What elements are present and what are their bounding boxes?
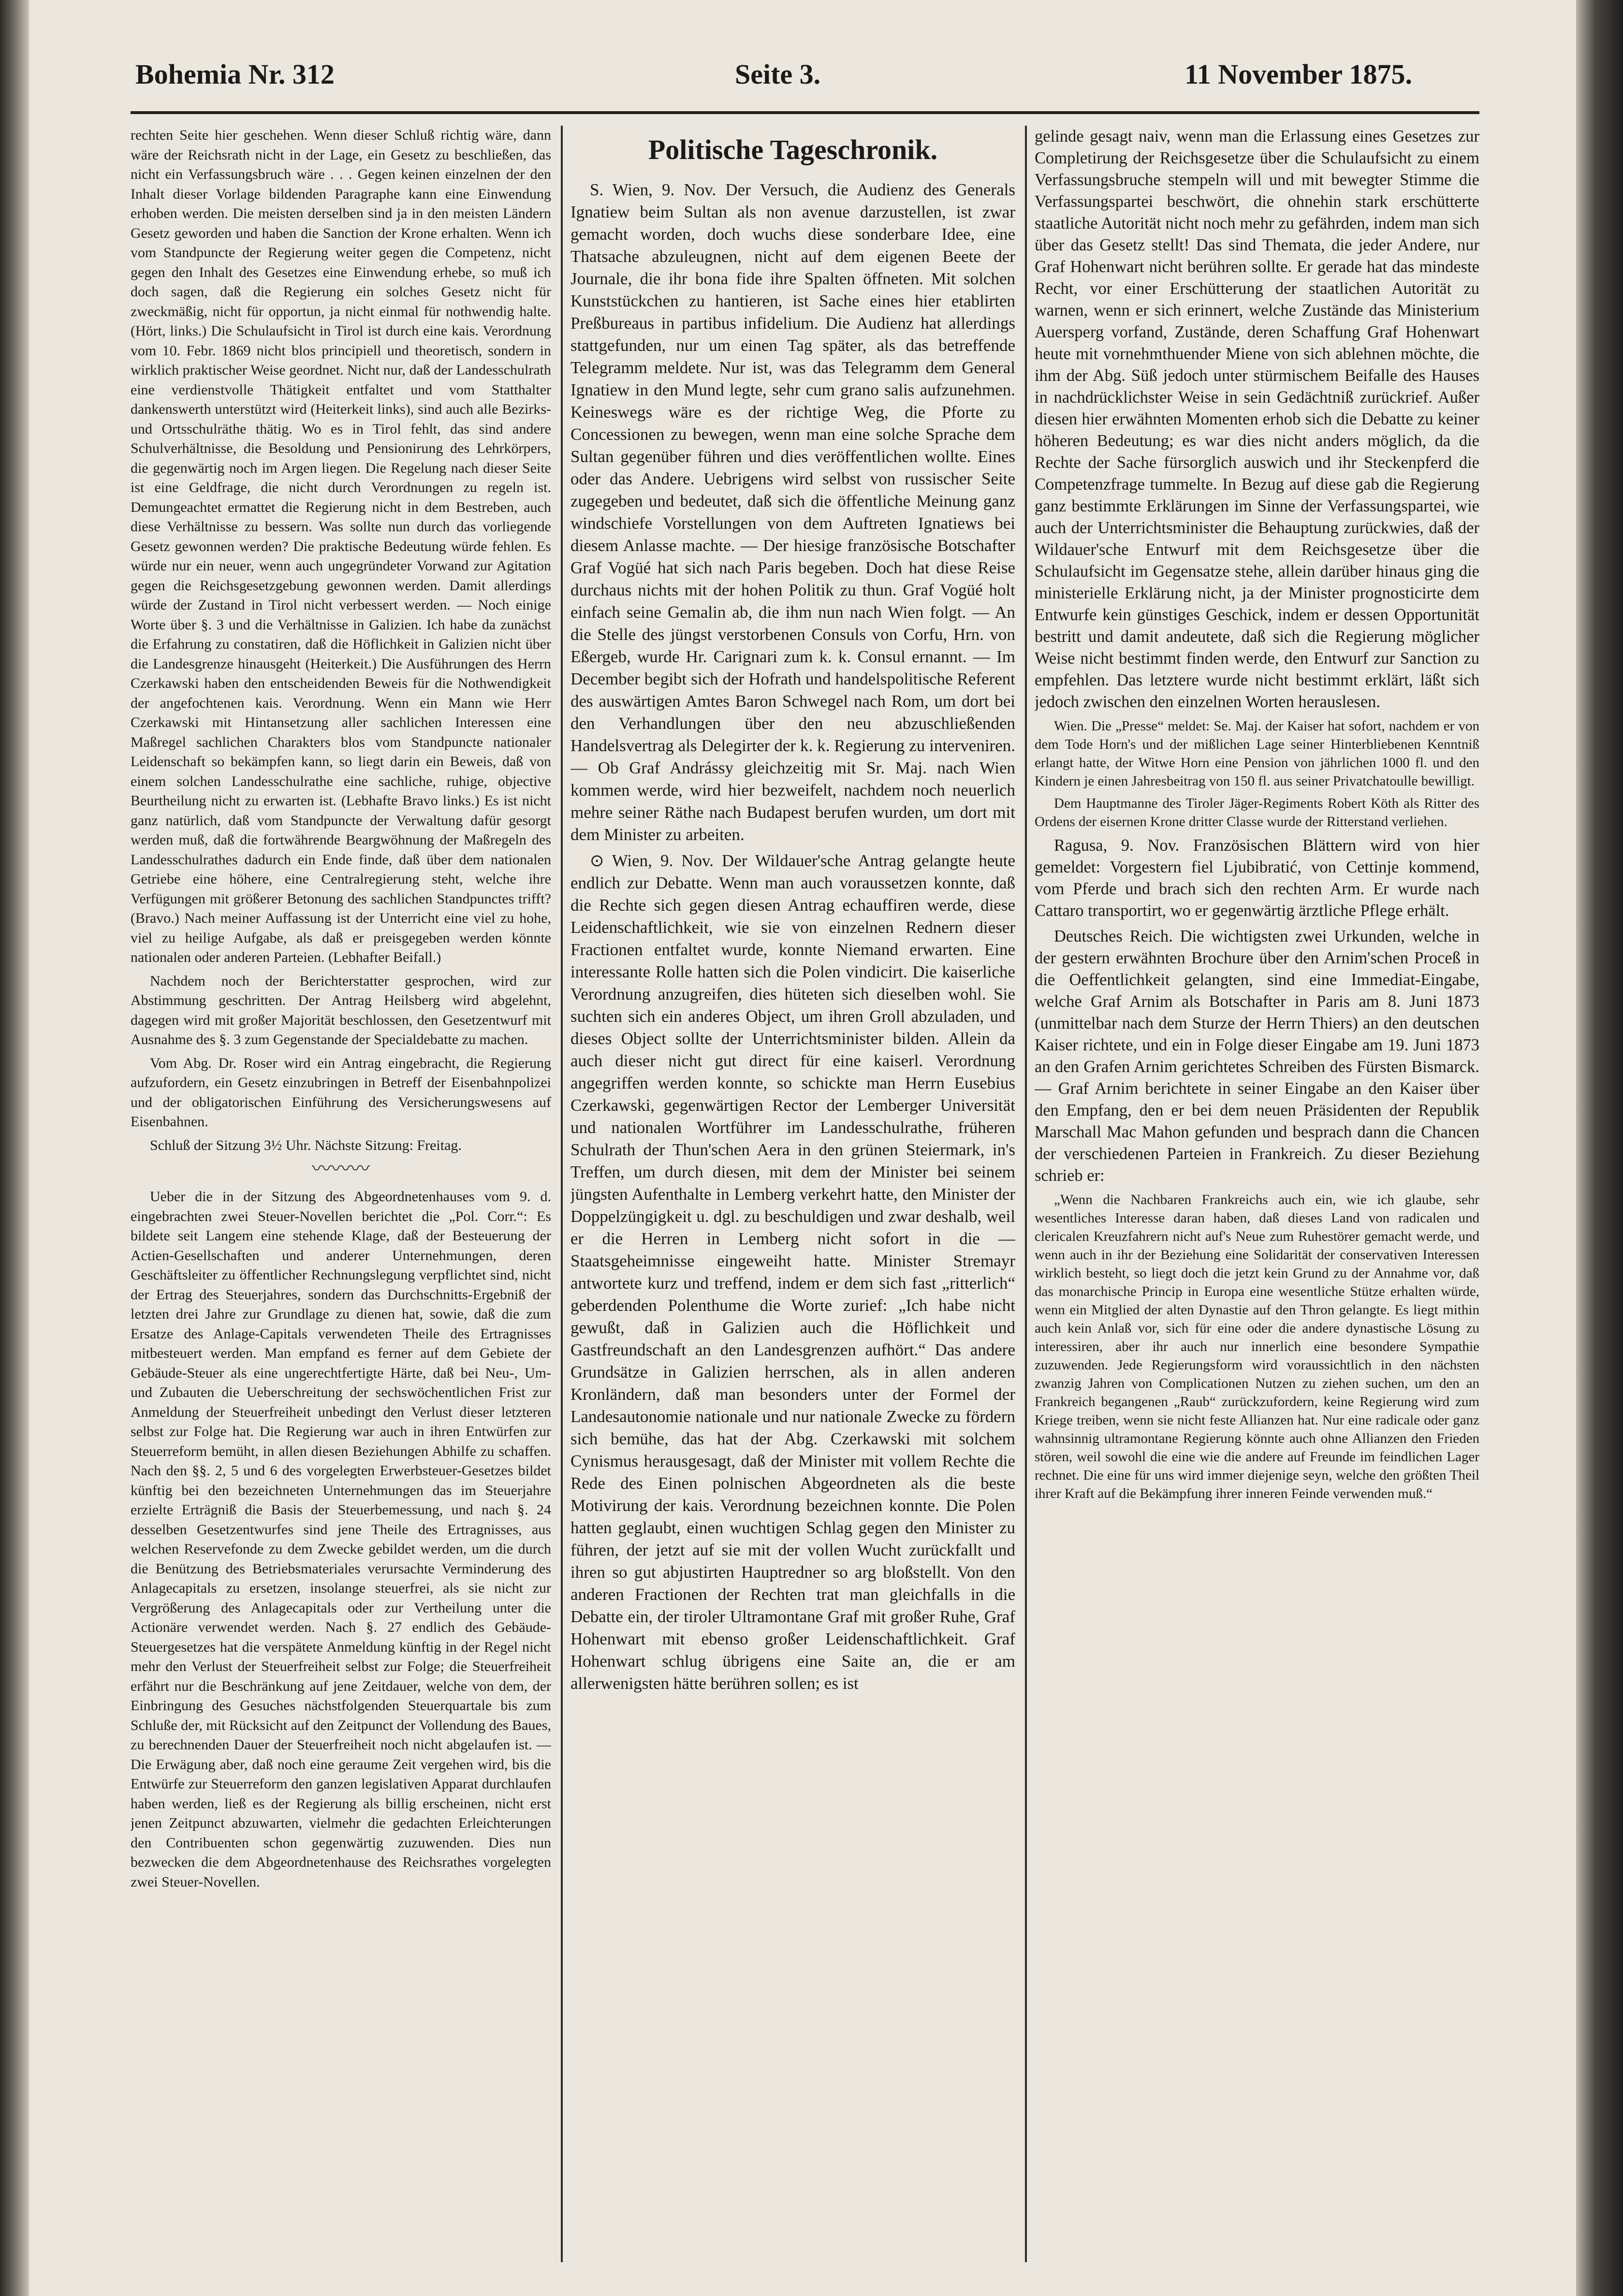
col3-paragraph: Dem Hauptmanne des Tiroler Jäger-Regiments Robert Köth als Ritter des Ordens der eisernen Krone dritter Classe wurde der Ritterstand verliehen.: [1035, 796, 1479, 829]
column-1: [131, 126, 551, 2262]
column-rule: [1025, 126, 1027, 2262]
page-header: [29, 58, 1576, 102]
col1-paragraph: Vom Abg. Dr. Roser wird ein Antrag eingebracht, die Regierung aufzufordern, ein Gesetz einzubringen in Betreff der Eisenbahnpolizei und der obligatorischen Einführung des Versicherungswesens auf Eisenbahnen.: [131, 1055, 551, 1130]
col3-paragraph: Deutsches Reich. Die wichtigsten zwei Urkunden, welche in der gestern erwähnten Brochure über den Arnim'schen Proceß in die Oeffentlichkeit gelangten, sind eine Immediat-Eingabe, welche Graf Arnim als Botschafter in Paris am 8. Juni 1873 (unmittelbar nach dem Sturze der Herrn Thiers) an den deutschen Kaiser richtete, und ein in Folge dieser Eingabe am 19. Juni 1873 an den Grafen Arnim gerichtetes Schreiben des Fürsten Bismarck. — Graf Arnim berichtete in seiner Eingabe an den Kaiser über den Empfang, den er bei dem neuen Präsidenten der Republik Marschall Mac Mahon gefunden und besprach dann die Chancen der verschiedenen Parteien in Frankreich. Zu dieser Beziehung schrieb er:: [1035, 927, 1479, 1185]
column-3: [1035, 126, 1479, 2262]
header-page-number: Seite 3.: [735, 58, 821, 90]
newspaper-page: [29, 0, 1576, 2296]
header-rule: [131, 111, 1479, 114]
col1-paragraph: Ueber die in der Sitzung des Abgeordnetenhauses vom 9. d. eingebrachten zwei Steuer-Novellen berichtet die „Pol. Corr.“: Es bildete seit Langem eine stehende Klage, daß der Besteuerung der Actien-Gesellschaften und anderer Unternehmungen, deren Geschäftsleiter zu öffentlicher Rechnungslegung verpflichtet sind, nicht der Ertrag des Steuerjahres, sondern das Durchschnitts-Ergebniß der letzten drei Jahre zur Grundlage zu dienen hat, sowie, daß die zum Ersatze des Anlage-Capitals verwendeten Theile des Ertragnisses mitbesteuert werden. Man empfand es ferner auf dem Gebiete der Gebäude-Steuer als eine ungerechtfertigte Härte, daß bei Neu-, Um- und Zubauten die Ueberschreitung der sechswöchentlichen Frist zur Anmeldung der Steuerfreiheit unbedingt den Verlust dieser letzteren selbst zur Folge hat. Die Regierung war auch in ihren Entwürfen zur Steuerreform bemüht, in allen diesen Beziehungen Abhilfe zu schaffen. Nach den §§. 2, 5 und 6 des vorgelegten Erwerbsteuer-Gesetzes bildet künftig bei den bezeichneten Unternehmungen das im Steuerjahre erzielte Erträgniß die Basis der Steuerbemessung, und nach §. 24 desselben Gesetzentwurfes sind jene Theile des Ertragnisses, aus welchen Reservefonde zu dem Zwecke gebildet werden, um die durch die Benützung des Betriebsmateriales verursachte Verminderung des Anlagecapitals zu ersetzen, insolange steuerfrei, als sie nicht zur Vergrößerung des Anlagecapitals oder zur Vertheilung unter die Actionäre verwendet werden. Nach §. 27 endlich des Gebäude-Steuergesetzes hat die verspätete Anmeldung künftig in der Regel nicht mehr den Verlust der Steuerfreiheit selbst zur Folge; die Steuerfreiheit erfährt nur die Beschränkung auf jene Zeitdauer, welche von dem, der Einbringung des Gesuches nächstfolgenden Steuerquartale bis zum Schluße der, mit Rücksicht auf den Zeitpunct der Vollendung des Baues, zu berechnenden Dauer der Steuerfreiheit noch nicht abgelaufen ist. — Die Erwägung aber, daß noch eine geraume Zeit vergehen wird, bis die Entwürfe zur Steuerreform den ganzen legislativen Apparat durchlaufen haben werden, ließ es der Regierung als billig erscheinen, nicht erst jenen Zeitpunct abzuwarten, vielmehr die gedachten Erleichterungen den Contribuenten schon gegenwärtig zuzuwenden. Dies nun bezwecken die dem Abgeordnetenhause des Reichsrathes vorgelegten zwei Steuer-Novellen.: [131, 1189, 551, 1890]
page-edge-shadow: [1576, 0, 1623, 2296]
col3-paragraph: gelinde gesagt naiv, wenn man die Erlassung eines Gesetzes zur Completirung der Reichsgesetze über die Schulaufsicht zu einem Verfassungsbruche stempeln will und mit bewegter Stimme die Verfassungspartei beschwört, die ohnehin stark erschütterte staatliche Autorität nicht noch mehr zu gefährden, indem man sich über das Gesetz stellt! Das sind Themata, die jeder Andere, nur Graf Hohenwart nicht berühren sollte. Er gerade hat das mindeste Recht, vor einer Erschütterung der staatlichen Autorität zu warnen, wenn er sich erinnert, welche Zustände das Ministerium Auersperg vorfand, Zustände, deren Schaffung Graf Hohenwart heute mit vornehmthuender Miene von sich ablehnen möchte, die ihm der Abg. Süß jedoch unter stürmischem Beifalle des Hauses in nachdrücklichster Weise in sein Gedächtniß zurückrief. Außer diesen hier erwähnten Momenten erhob sich die Debatte zu keiner höheren Bedeutung; es war dies nicht anders möglich, da die Rechte der Sache fürsorglich auswich und ihr Steckenpferd die Competenzfrage tummelte. In Bezug auf diese gab die Regierung ganz bestimmte Erklärungen im Sinne der Verfassungspartei, wie auch der Unterrichtsminister die Behauptung zurückwies, daß der Wildauer'sche Entwurf mit dem Reichsgesetze über die Schulaufsicht im Gegensatze stehe, allein darüber hinaus ging die ministerielle Erklärung nicht, ja der Minister prognosticirte dem Entwurfe kein günstiges Geschick, indem er dessen Opportunität bestritt und damit andeutete, daß sich die Regierung möglicher Weise nicht bestimmt finden werde, den Entwurf zur Sanction zu empfehlen. Das letztere wurde nicht bestimmt erklärt, läßt sich jedoch zwischen den einzelnen Worten herauslesen.: [1035, 127, 1479, 711]
section-divider: 〰〰〰: [312, 1158, 370, 1179]
col3-paragraph: „Wenn die Nachbaren Frankreichs auch ein, wie ich glaube, sehr wesentliches Interesse daran haben, daß dieses Land von radicalen und clericalen Kreuzfahrern nicht auf's Neue zum Ruhestörer gemacht werde, und wenn auch in ihr der Beziehung eine Solidarität der conservativen Interessen wirklich besteht, so liegt doch die jetzt kein Grund zu der Annahme vor, daß das monarchische Princip in Europa eine wesentliche Stütze erhalten würde, wenn ein Mitglied der alten Dynastie auf den Thron gelangte. Es liegt mithin auch kein Anlaß vor, sich für eine oder die andere dynastische Lösung zu interessiren, aber ihr auch nur innerlich eine besondere Sympathie zuzuwenden. Jede Regierungsform wird voraussichtlich in den nächsten zwanzig Jahren von Complicationen Nutzen zu ziehen suchen, um den an Frankreich begangenen „Raub“ zurückzufordern, keine Regierung wird zum Kriege treiben, wenn sie nicht feste Allianzen hat. Nur eine radicale oder ganz wahnsinnig ultramontane Regierung könnte auch ohne Allianzen den Frieden stören, weil sowohl die eine wie die andere auf Freunde im feindlichen Lager rechnet. Die eine für uns wird immer diejenige seyn, welche den größten Theil ihrer Kraft auf die Bekämpfung ihrer inneren Feinde verwenden muß.“: [1035, 1192, 1479, 1501]
header-date: 11 November 1875.: [1184, 58, 1412, 90]
header-issue: Bohemia Nr. 312: [135, 58, 335, 90]
col3-paragraph: Ragusa, 9. Nov. Französischen Blättern wird von hier gemeldet: Vorgestern fiel Ljubibratić, von Cettinje kommend, vom Pferde und brach sich den rechten Arm. Er wurde nach Cattaro transportirt, wo er gegenwärtig ärztliche Pflege erhält.: [1035, 836, 1479, 920]
book-spine-shadow: [0, 0, 29, 2296]
col3-paragraph: Wien. Die „Presse“ meldet: Se. Maj. der Kaiser hat sofort, nachdem er von dem Tode Horn's und der mißlichen Lage seiner Hinterbliebenen Kenntniß erlangt hatte, der Witwe Horn eine Pension von jährlichen 1000 fl. und den Kindern je einen Jahresbeitrag von 150 fl. aus seiner Privatchatoulle bewilligt.: [1035, 718, 1479, 789]
col1-paragraph: Nachdem noch der Berichterstatter gesprochen, wird zur Abstimmung geschritten. Der Antrag Heilsberg wird abgelehnt, dagegen wird mit großer Majorität beschlossen, den Gesetzentwurf mit Ausnahme des §. 3 zum Gegenstande der Specialdebatte zu machen.: [131, 973, 551, 1047]
column-rule: [561, 126, 563, 2262]
col1-paragraph: Schluß der Sitzung 3½ Uhr. Nächste Sitzung: Freitag.: [150, 1137, 462, 1153]
section-title: Politische Tageschronik.: [648, 134, 938, 165]
column-2: [570, 126, 1015, 2262]
col1-paragraph: rechten Seite hier geschehen. Wenn dieser Schluß richtig wäre, dann wäre der Reichsrath nicht in der Lage, ein Gesetz zu beschließen, das nicht ein Verfassungsbruch wäre . . . Gegen keinen einzelnen der den Inhalt dieser Vorlage bildenden Paragraphe kann eine Einwendung erhoben werden. Die meisten derselben sind ja in den meisten Ländern Gesetz geworden und haben die Sanction der Krone erhalten. Wenn ich vom Standpuncte der Regierung weiter gegen die Competenz, nicht gegen den Inhalt des Gesetzes eine Einwendung erhebe, so muß ich doch sagen, daß die Regierung ein solches Gesetz nicht für zweckmäßig, nicht für opportun, ja nicht einmal für nothwendig halte. (Hört, links.) Die Schulaufsicht in Tirol ist durch eine kais. Verordnung vom 10. Febr. 1869 nicht blos principiell und theoretisch, sondern in wirklich praktischer Weise geordnet. Nicht nur, daß der Landesschulrath eine verdienstvolle Thätigkeit entfaltet und vom Statthalter dankenswerth unterstützt wird (Heiterkeit links), sind auch alle Bezirks- und Ortsschulräthe thätig. Wo es in Tirol fehlt, das sind andere Schulverhältnisse, die Besoldung und Pensionirung des Lehrkörpers, die gegenwärtig noch im Argen liegen. Die Regelung nach dieser Seite ist eine Geldfrage, die nicht durch Verordnungen zu regeln ist. Demungeachtet ermattet die Regierung nicht in dem Bestreben, auch diese Verhältnisse zu bessern. Was sollte nun durch das vorliegende Gesetz gewonnen werden? Die praktische Bedeutung würde fehlen. Es würde nur ein neuer, wenn auch ungegründeter Vorwand zur Agitation gegen die Reichsgesetzgebung gewonnen werden. Damit allerdings würde der Zustand in Tirol nicht verbessert werden. — Noch einige Worte über §. 3 und die Verhältnisse in Galizien. Ich habe da zunächst die Erfahrung zu constatiren, daß die Höflichkeit in Galizien nicht über die Landesgrenze hinausgeht (Heiterkeit.) Die Ausführungen des Herrn Czerkawski haben den entscheidenden Beweis für die Nothwendigkeit der angefochtenen kais. Verordnung. Wenn ein Mann wie Herr Czerkawski mit Hintansetzung aller sachlichen Interessen eine Maßregel sachlichen Charakters blos vom Standpuncte nationaler Leidenschaft so bekämpfen kann, so liegt darin ein Beweis, daß von einem solchen Landesschulrathe eine sachliche, ruhige, objective Beurtheilung nicht zu erwarten ist. (Lebhafte Bravo links.) Es ist nicht ganz natürlich, daß vom Standpuncte der Verwaltung dafür gesorgt werden muß, daß die fortwährende Beargwöhnung der Maßregeln des Landesschulrathes dadurch ein Ende finde, daß über dem nationalen Getriebe eine höhere, eine Centralregierung steht, welche ihre Verfügungen mit größerer Betonung des sachlichen Standpunctes trifft? (Bravo.) Nach meiner Auffassung ist der Unterricht eine viel zu hohe, viel zu heilige Aufgabe, als daß er preisgegeben werden könnte nationalen oder anderen Parteien. (Lebhafter Beifall.): [131, 127, 551, 965]
col2-paragraph: ⊙ Wien, 9. Nov. Der Wildauer'sche Antrag gelangte heute endlich zur Debatte. Wenn man auch voraussetzen konnte, daß die Rechte sich gegen diesen Antrag echauffiren werde, diese Leidenschaftlichkeit, wie sie von einzelnen Rednern dieser Fractionen entfaltet wurde, konnte Niemand erwarten. Eine interessante Rolle hatten sich die Polen vindicirt. Die kaiserliche Verordnung anzugreifen, dies hüteten sich dieselben wohl. Sie suchten sich ein anderes Object, um ihren Groll abzuladen, und dieses Object sollte der Unterrichtsminister bilden. Allein da auch dieser nicht gut direct für eine kaiserl. Verordnung angegriffen werden konnte, so schickte man Herrn Eusebius Czerkawski, gegenwärtigen Rector der Lemberger Universität und nationalen Wortführer im Landesschulrathe, früheren Schulrath der Thun'schen Aera in den grünen Steiermark, in's Treffen, um durch diesen, mit dem der Minister bei seinem jüngsten Aufenthalte in Lemberg verkehrt hatte, den Minister der Doppelzüngigkeit u. dgl. zu beschuldigen und zwar deshalb, weil er die Herren in Lemberg nicht sofort in die — Staatsgeheimnisse eingeweiht hatte. Minister Stremayr antwortete kurz und treffend, indem er dem sich fast „ritterlich“ geberdenden Polenthume die Worte zurief: „Ich habe nicht gewußt, daß in Galizien auch die Höflichkeit und Gastfreundschaft an den Landesgrenzen aufhört.“ Das andere Grundsätze in Galizien herrschen, als in allen anderen Kronländern, daß man besonders unter der Formel der Landesautonomie nationale und nur nationale Zwecke zu fördern sich bemühe, das hat der Abg. Czerkawski mit solchem Cynismus herausgesagt, daß der Minister mit vollem Rechte die Rede des Einen polnischen Abgeordneten als die beste Motivirung der kais. Verordnung bezeichnen konnte. Die Polen hatten geglaubt, einen wuchtigen Schlag gegen den Minister zu führen, der jetzt auf sie mit der vollen Wucht zurückfallt und ihren so gut abjustirten Hauptredner so arg bloßstellt. Von den anderen Fractionen der Rechten trat man gleichfalls in die Debatte ein, der tiroler Ultramontane Graf mit großer Ruhe, Graf Hohenwart mit ebenso großer Leidenschaftlichkeit. Graf Hohenwart schlug übrigens eine Saite an, die er am allerwenigsten hätte berühren sollen; es ist: [570, 851, 1015, 1693]
col2-paragraph: S. Wien, 9. Nov. Der Versuch, die Audienz des Generals Ignatiew beim Sultan als non avenue darzustellen, ist zwar gemacht worden, doch wuchs diese sonderbare Idee, eine Thatsache abzuleugnen, nicht auf dem eigenen Beete der Journale, die ihr bona fide ihre Spalten öffneten. Mit solchen Kunststückchen zu hantieren, ist Sache eines hier etablirten Preßbureaus in partibus infidelium. Die Audienz hat allerdings stattgefunden, nur um einen Tag später, als das betreffende Telegramm meldete. Nur ist, was das Telegramm dem General Ignatiew in den Mund legte, sehr cum grano salis aufzunehmen. Keineswegs wäre es der richtige Weg, die Pforte zu Concessionen zu bewegen, wenn man eine solche Sprache dem Sultan gegenüber führen und dies veröffentlichen wollte. Eines oder das Andere. Uebrigens wird selbst von russischer Seite zugegeben und bedeutet, daß sich die öffentliche Meinung ganz windschiefe Vorstellungen von dem Auftreten Ignatiews bei diesem Anlasse machte. — Der hiesige französische Botschafter Graf Vogüé hat sich nach Paris begeben. Doch hat diese Reise durchaus nichts mit der hohen Politik zu thun. Graf Vogüé holt einfach seine Gemalin ab, die ihm nun nach Wien folgt. — An die Stelle des jüngst verstorbenen Consuls von Corfu, Hrn. von Eßergeb, wurde Hr. Carignari zum k. k. Consul ernannt. — Im December begibt sich der Hofrath und handelspolitische Referent des auswärtigen Amtes Baron Schwegel nach Rom, um dort bei den Verhandlungen über den neu abzuschließenden Handelsvertrag als Delegirter der k. k. Regierung zu interveniren. — Ob Graf Andrássy gleichzeitig mit Sr. Maj. nach Wien kommen werde, wird hier bezweifelt, nachdem noch neuerlich mehre seiner Räthe nach Budapest berufen wurden, um dort mit dem Minister zu arbeiten.: [570, 180, 1015, 844]
